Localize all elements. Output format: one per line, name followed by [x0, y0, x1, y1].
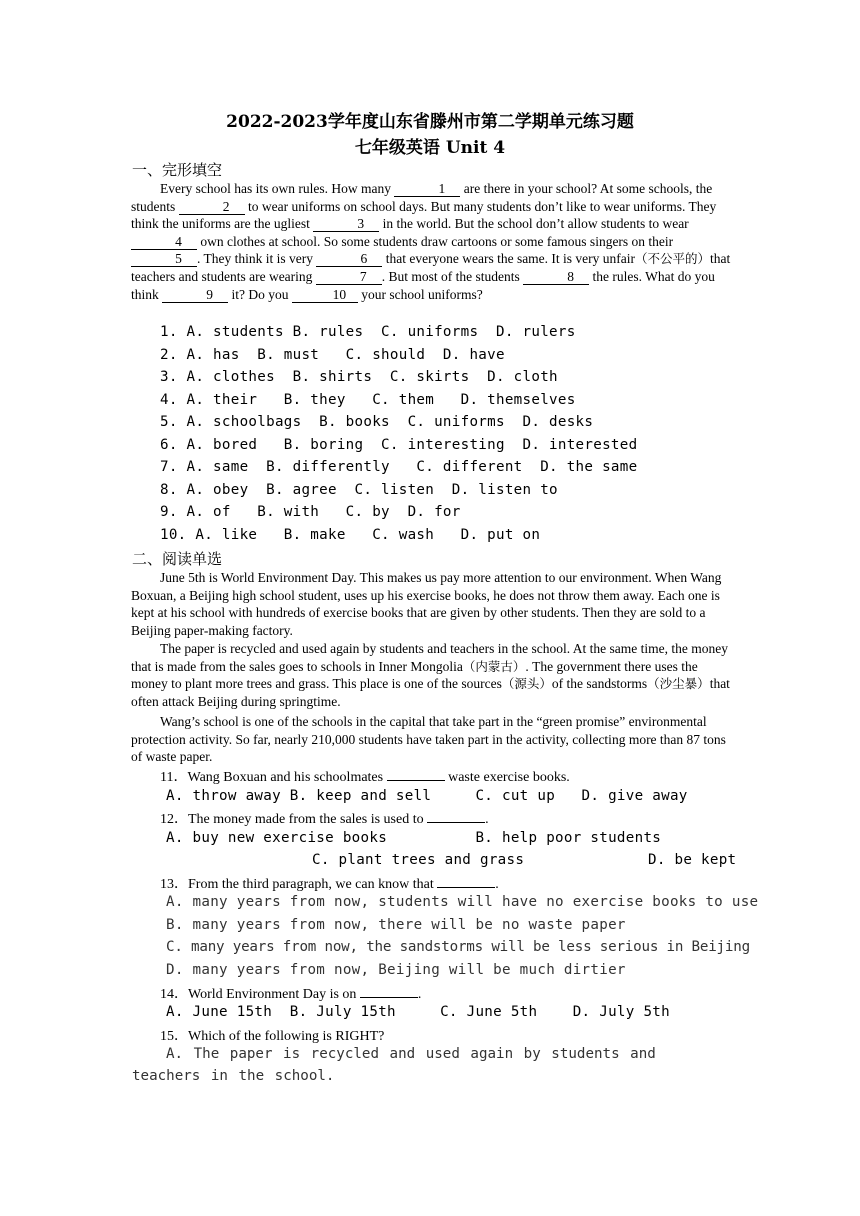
reading-paragraph-1: June 5th is World Environment Day. This makes us pay more attention to our environment. When Wang Boxuan, a Beijing high school student, uses up his exercise books, he does not throw them away. Each one is kept at his school with hundreds of exercise books that are given by other students. Then they are sold to a Beijing paper-making factory. — [131, 570, 722, 638]
cloze-option-row: 9. A. of B. with C. by D. for — [160, 504, 461, 520]
cloze-option-row: 10. A. like B. make C. wash D. put on — [160, 527, 541, 543]
answer-blank[interactable] — [387, 780, 445, 781]
reading-paragraph-3: Wang’s school is one of the schools in the capital that take part in the “green promise” environmental protection activity. So far, nearly 210,000 students have taken part in the activity, collecting more than 87 tons of waste paper. — [131, 714, 726, 765]
question-12: 12．The money made from the sales is used to . — [160, 812, 489, 827]
document-title: 2022-2023学年度山东省滕州市第二学期单元练习题 — [226, 112, 634, 132]
question-11-options: A. throw away B. keep and sell C. cut up D. give away — [166, 788, 688, 804]
blank-10[interactable]: 10 — [292, 288, 358, 303]
question-14: 14．World Environment Day is on . — [160, 987, 422, 1002]
answer-blank[interactable] — [360, 997, 418, 998]
blank-1[interactable]: 1 — [394, 182, 460, 197]
reading-paragraph-2: The paper is recycled and used again by students and teachers in the school. At the same time, the money that is made from the sales goes to schools in Inner Mongolia（内蒙古）. The government there uses the money to plant more trees and grass. This place is one of the sources（源头）of the sandstorms（沙尘暴）that often attack Beijing during springtime. — [131, 641, 730, 709]
blank-8[interactable]: 8 — [523, 270, 589, 285]
blank-4[interactable]: 4 — [131, 235, 197, 250]
cloze-option-row: 3. A. clothes B. shirts C. skirts D. cloth — [160, 369, 558, 385]
question-13-option-d: D. many years from now, Beijing will be much dirtier — [166, 962, 626, 978]
question-13-option-b: B. many years from now, there will be no waste paper — [166, 917, 626, 933]
question-13-option-c: C. many years from now, the sandstorms will be less serious in Beijing — [166, 939, 750, 955]
question-13-option-a: A. many years from now, students will have no exercise books to use — [166, 894, 759, 910]
cloze-option-row: 7. A. same B. differently C. different D. the same — [160, 459, 638, 475]
question-11: 11．Wang Boxuan and his schoolmates waste exercise books. — [160, 770, 570, 785]
section-heading-reading: 二、阅读单选 — [132, 550, 223, 568]
document-subtitle: 七年级英语 Unit 4 — [354, 138, 506, 158]
question-14-options: A. June 15th B. July 15th C. June 5th D. July 5th — [166, 1004, 670, 1020]
blank-3[interactable]: 3 — [313, 217, 379, 232]
section-heading-cloze: 一、完形填空 — [132, 161, 223, 179]
question-12-options: A. buy new exercise books B. help poor students — [166, 830, 662, 846]
blank-6[interactable]: 6 — [316, 252, 382, 267]
blank-9[interactable]: 9 — [162, 288, 228, 303]
cloze-option-row: 6. A. bored B. boring C. interesting D. interested — [160, 437, 638, 453]
cloze-passage: Every school has its own rules. How many 1 are there in your school? At some schools, the students 2 to wear uniforms on school days. But many students don’t like to wear uniforms. They think the uniforms are the ugliest 3 in the world. But the school don’t allow students to wear 4 own clothes at school. So some students draw cartoons or some famous singers on their 5 . They think it is very 6 that everyone wears the same. It is very unfair（不公平的）that teachers and students are wearing 7 . But most of the students 8 the rules. What do you think 9 it? Do you 10 your school uniforms? — [131, 181, 731, 302]
answer-blank[interactable] — [437, 887, 495, 888]
question-12-options: C. plant trees and grass D. be kept — [312, 852, 737, 868]
question-15-option-a: A. The paper is recycled and used again by students and teachers in the school. — [132, 1046, 656, 1084]
cloze-option-row: 2. A. has B. must C. should D. have — [160, 347, 505, 363]
answer-blank[interactable] — [427, 822, 485, 823]
cloze-option-row: 1. A. students B. rules C. uniforms D. rulers — [160, 324, 576, 340]
cloze-option-row: 8. A. obey B. agree C. listen D. listen to — [160, 482, 558, 498]
cloze-option-row: 5. A. schoolbags B. books C. uniforms D. desks — [160, 414, 594, 430]
blank-7[interactable]: 7 — [316, 270, 382, 285]
blank-2[interactable]: 2 — [179, 200, 245, 215]
blank-5[interactable]: 5 — [131, 252, 197, 267]
question-15: 15．Which of the following is RIGHT? — [160, 1029, 385, 1044]
question-13: 13．From the third paragraph, we can know that . — [160, 877, 499, 892]
cloze-option-row: 4. A. their B. they C. them D. themselves — [160, 392, 576, 408]
